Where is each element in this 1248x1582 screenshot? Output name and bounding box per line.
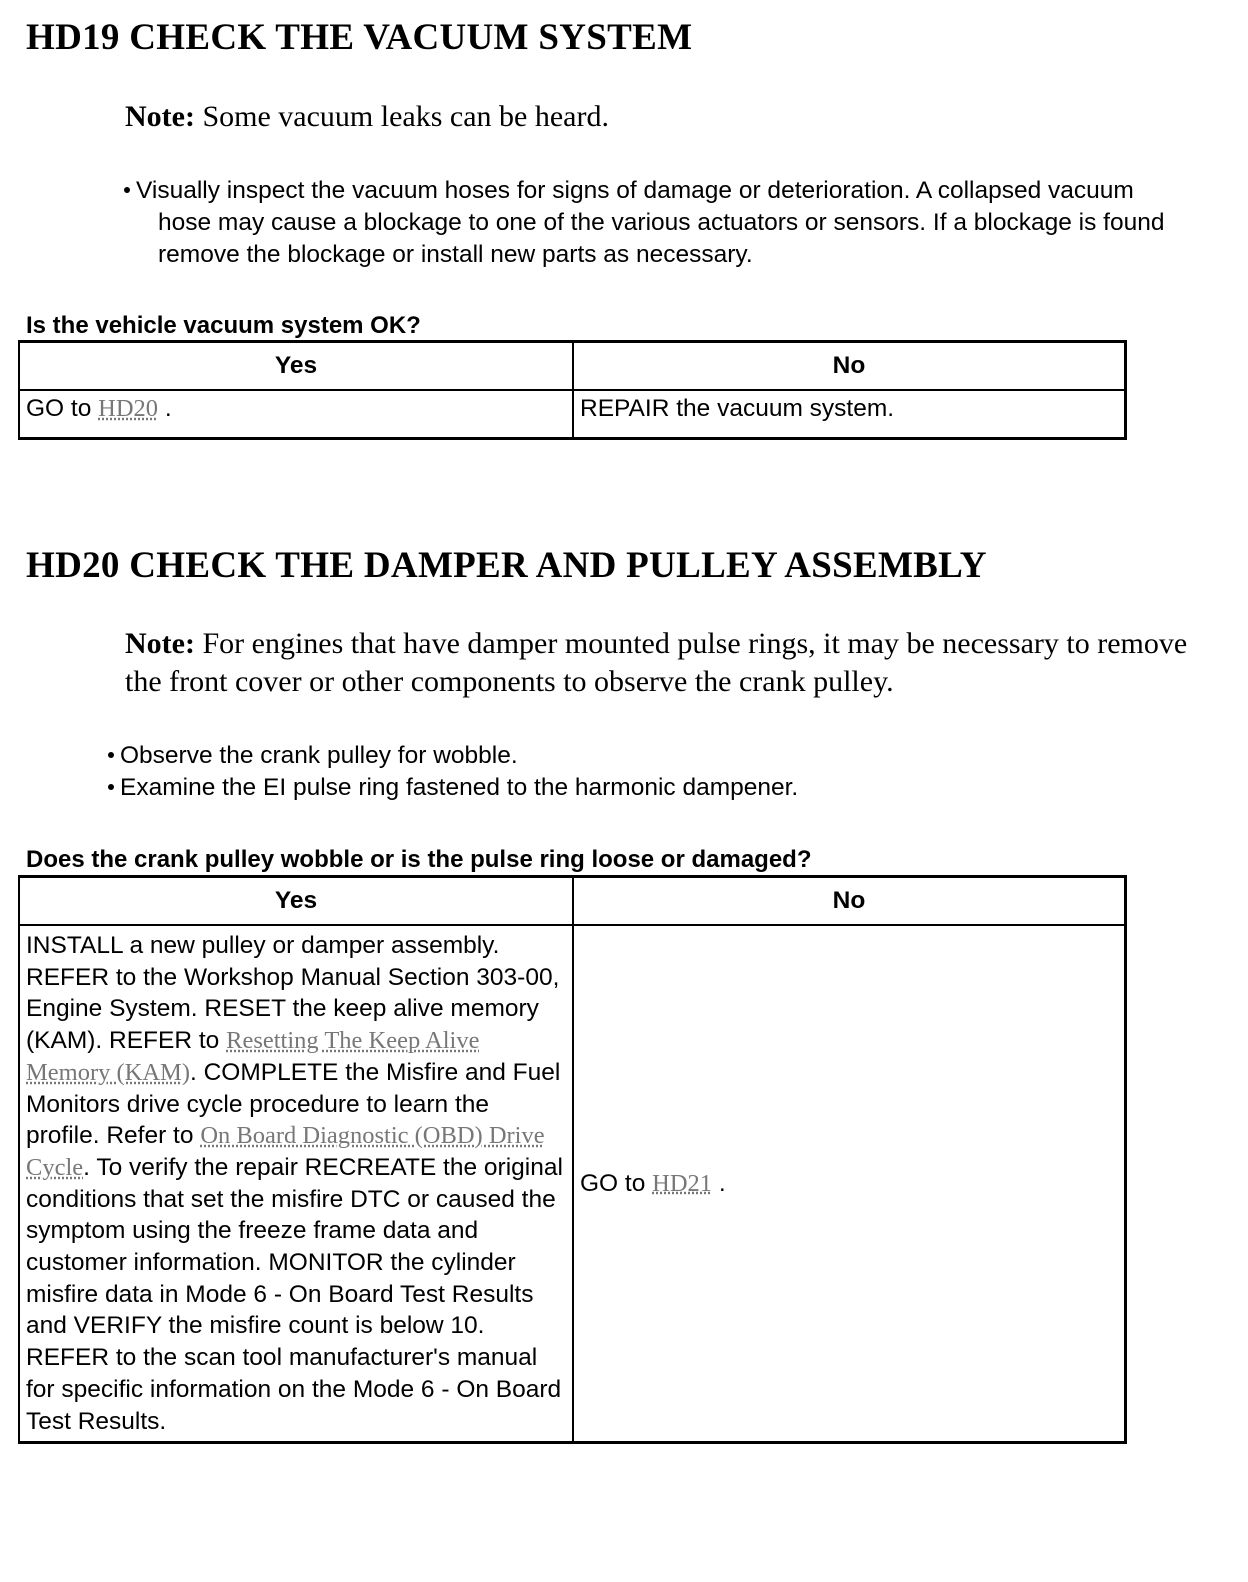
note-label: Note:	[125, 100, 195, 133]
hd20-question: Does the crank pulley wobble or is the pulse ring loose or damaged?	[26, 846, 812, 873]
hd20-note	[125, 625, 1225, 701]
col-yes: Yes	[19, 342, 573, 391]
yes-cell	[19, 925, 573, 1443]
bullet-item	[108, 740, 1188, 772]
yes-text: . COMPLETE the Misfire and Fuel Monitors drive cycle procedure to learn the profile. Refer to	[26, 1058, 561, 1150]
yes-cell	[19, 390, 573, 438]
note-text: For engines that have damper mounted pulse rings, it may be necessary to remove the front cover or other components to observe the crank pulley.	[125, 627, 1188, 698]
yes-text: INSTALL a new pulley or damper assembly. REFER to the Workshop Manual Section 303-00, Engine System. RESET the keep alive memory (KAM). REFER to	[26, 932, 560, 1055]
hd19-question: Is the vehicle vacuum system OK?	[26, 312, 421, 339]
bullet-item	[108, 175, 1188, 271]
hd20-title: HD20 CHECK THE DAMPER AND PULLEY ASSEMBLY	[26, 545, 987, 586]
bullet-icon	[124, 187, 130, 193]
hd19-note	[125, 98, 1225, 136]
col-no: No	[573, 877, 1126, 926]
obd-drive-cycle-link[interactable]: On Board Diagnostic (OBD) Drive Cycle	[26, 1122, 545, 1181]
hd20-link[interactable]: HD20	[98, 395, 159, 422]
hd19-bullets	[108, 175, 1188, 271]
no-cell	[573, 925, 1126, 1443]
bullet-icon	[108, 784, 114, 790]
yes-suffix: .	[158, 395, 172, 422]
no-text: GO to	[580, 1169, 653, 1197]
kam-link[interactable]: Resetting The Keep Alive Memory (KAM)	[26, 1027, 480, 1086]
col-yes: Yes	[19, 877, 573, 926]
bullet-text: Visually inspect the vacuum hoses for signs of damage or deterioration. A collapsed vacuum hose may cause a blockage to one of the various actuators or sensors. If a blockage is found remove the blockage or install new parts as necessary.	[136, 177, 1165, 268]
note-text: Some vacuum leaks can be heard.	[194, 100, 609, 133]
col-no: No	[573, 342, 1126, 391]
hd21-link[interactable]: HD21	[652, 1169, 713, 1197]
bullet-item	[108, 772, 1188, 804]
yes-text: . To verify the repair RECREATE the original conditions that set the misfire DTC or caused the symptom using the freeze frame data and customer information. MONITOR the cylinder misfire data in Mode 6 - On Board Test Results and VERIFY the misfire count is below 10. REFER to the scan tool manufacturer's manual for specific information on the Mode 6 - On Board Test Results.	[26, 1153, 563, 1435]
no-suffix: .	[712, 1169, 726, 1197]
bullet-text: Observe the crank pulley for wobble.	[120, 742, 518, 769]
no-cell: REPAIR the vacuum system.	[573, 390, 1126, 438]
yes-text: GO to	[26, 395, 99, 422]
hd20-table	[18, 875, 1127, 1444]
hd19-table	[18, 340, 1127, 440]
note-label: Note:	[125, 627, 195, 660]
bullet-text: Examine the EI pulse ring fastened to the harmonic dampener.	[120, 774, 799, 801]
hd19-title: HD19 CHECK THE VACUUM SYSTEM	[26, 17, 693, 58]
hd20-bullets	[108, 740, 1188, 804]
bullet-icon	[108, 752, 114, 758]
